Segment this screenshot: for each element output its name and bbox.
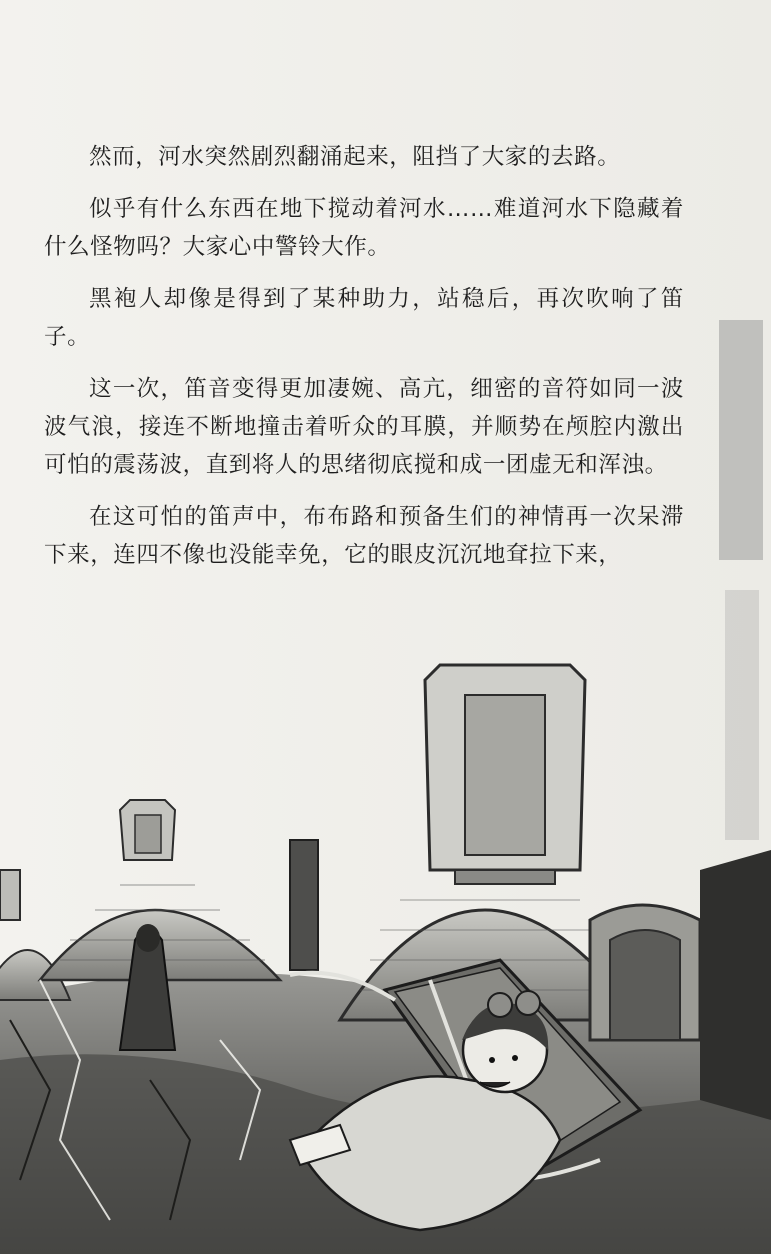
paragraph-2: 似乎有什么东西在地下搅动着河水……难道河水下隐藏着什么怪物吗？大家心中警铃大作。: [44, 196, 684, 260]
paragraph-3: 黑袍人却像是得到了某种助力，站稳后，再次吹响了笛子。: [44, 286, 684, 350]
story-text: [44, 138, 684, 588]
graveyard-illustration: [0, 620, 771, 1254]
paragraph-5: 在这可怕的笛声中，布布路和预备生们的神情再一次呆滞下来，连四不像也没能幸免，它的眼皮沉沉地耷拉下来，: [44, 504, 684, 568]
paragraph-4: 这一次，笛音变得更加凄婉、高亢，细密的音符如同一波波气浪，接连不断地撞击着听众的耳膜，并顺势在颅腔内激出可怕的震荡波，直到将人的思绪彻底搅和成一团虚无和浑浊。: [44, 376, 684, 478]
paragraph-1: 然而，河水突然剧烈翻涌起来，阻挡了大家的去路。: [89, 144, 621, 170]
